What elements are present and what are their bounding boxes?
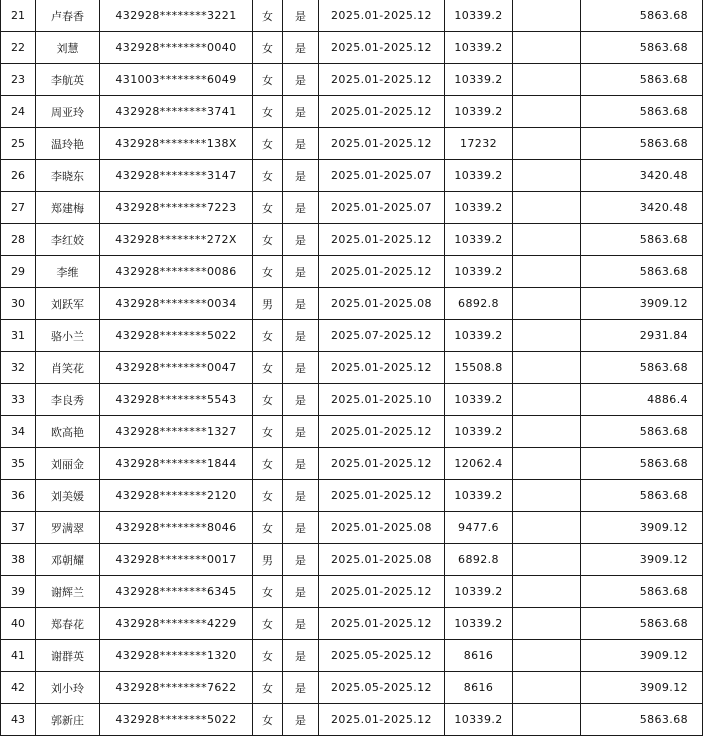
name-cell: 欧高艳 xyxy=(36,416,100,448)
name-cell: 刘小玲 xyxy=(36,672,100,704)
amount-cell: 4886.4 xyxy=(581,384,703,416)
row-number-cell: 22 xyxy=(1,32,36,64)
id-card-cell: 432928********4229 xyxy=(100,608,253,640)
name-cell: 肖笑花 xyxy=(36,352,100,384)
subsidy-cell: 10339.2 xyxy=(445,416,513,448)
name-cell: 李良秀 xyxy=(36,384,100,416)
row-number-cell: 24 xyxy=(1,96,36,128)
id-card-cell: 432928********0086 xyxy=(100,256,253,288)
subsidy-cell: 10339.2 xyxy=(445,384,513,416)
period-cell: 2025.01-2025.12 xyxy=(319,96,445,128)
subsidy-cell: 10339.2 xyxy=(445,224,513,256)
gender-cell: 女 xyxy=(253,608,283,640)
period-cell: 2025.01-2025.12 xyxy=(319,576,445,608)
blank-cell xyxy=(513,512,581,544)
period-cell: 2025.01-2025.10 xyxy=(319,384,445,416)
row-number-cell: 31 xyxy=(1,320,36,352)
name-cell: 骆小兰 xyxy=(36,320,100,352)
period-cell: 2025.05-2025.12 xyxy=(319,672,445,704)
subsidy-cell: 15508.8 xyxy=(445,352,513,384)
subsidy-cell: 10339.2 xyxy=(445,256,513,288)
flag-cell: 是 xyxy=(283,640,319,672)
name-cell: 郭新庄 xyxy=(36,704,100,736)
amount-cell: 3909.12 xyxy=(581,640,703,672)
flag-cell: 是 xyxy=(283,608,319,640)
period-cell: 2025.01-2025.12 xyxy=(319,128,445,160)
table-row xyxy=(1,672,703,704)
blank-cell xyxy=(513,672,581,704)
row-number-cell: 30 xyxy=(1,288,36,320)
gender-cell: 男 xyxy=(253,288,283,320)
name-cell: 郑建梅 xyxy=(36,192,100,224)
gender-cell: 女 xyxy=(253,672,283,704)
gender-cell: 女 xyxy=(253,480,283,512)
period-cell: 2025.01-2025.12 xyxy=(319,0,445,32)
id-card-cell: 432928********8046 xyxy=(100,512,253,544)
amount-cell: 2931.84 xyxy=(581,320,703,352)
subsidy-cell: 17232 xyxy=(445,128,513,160)
blank-cell xyxy=(513,544,581,576)
amount-cell: 5863.68 xyxy=(581,704,703,736)
gender-cell: 女 xyxy=(253,0,283,32)
gender-cell: 女 xyxy=(253,128,283,160)
flag-cell: 是 xyxy=(283,0,319,32)
row-number-cell: 34 xyxy=(1,416,36,448)
gender-cell: 女 xyxy=(253,448,283,480)
gender-cell: 女 xyxy=(253,320,283,352)
flag-cell: 是 xyxy=(283,288,319,320)
table-row xyxy=(1,576,703,608)
id-card-cell: 432928********7622 xyxy=(100,672,253,704)
id-card-cell: 432928********3221 xyxy=(100,0,253,32)
id-card-cell: 432928********5022 xyxy=(100,704,253,736)
row-number-cell: 21 xyxy=(1,0,36,32)
blank-cell xyxy=(513,448,581,480)
name-cell: 邓朝耀 xyxy=(36,544,100,576)
period-cell: 2025.01-2025.12 xyxy=(319,224,445,256)
amount-cell: 3420.48 xyxy=(581,160,703,192)
table-row xyxy=(1,352,703,384)
subsidy-cell: 10339.2 xyxy=(445,480,513,512)
blank-cell xyxy=(513,480,581,512)
flag-cell: 是 xyxy=(283,448,319,480)
gender-cell: 女 xyxy=(253,96,283,128)
row-number-cell: 28 xyxy=(1,224,36,256)
table-row xyxy=(1,224,703,256)
flag-cell: 是 xyxy=(283,576,319,608)
amount-cell: 5863.68 xyxy=(581,32,703,64)
period-cell: 2025.05-2025.12 xyxy=(319,640,445,672)
amount-cell: 5863.68 xyxy=(581,64,703,96)
table-row xyxy=(1,256,703,288)
id-card-cell: 432928********0040 xyxy=(100,32,253,64)
subsidy-cell: 10339.2 xyxy=(445,96,513,128)
id-card-cell: 432928********1320 xyxy=(100,640,253,672)
blank-cell xyxy=(513,416,581,448)
amount-cell: 5863.68 xyxy=(581,128,703,160)
name-cell: 刘丽金 xyxy=(36,448,100,480)
gender-cell: 女 xyxy=(253,384,283,416)
subsidy-cell: 10339.2 xyxy=(445,192,513,224)
flag-cell: 是 xyxy=(283,480,319,512)
blank-cell xyxy=(513,288,581,320)
subsidy-cell: 6892.8 xyxy=(445,544,513,576)
flag-cell: 是 xyxy=(283,160,319,192)
row-number-cell: 35 xyxy=(1,448,36,480)
gender-cell: 男 xyxy=(253,544,283,576)
row-number-cell: 26 xyxy=(1,160,36,192)
table-row xyxy=(1,608,703,640)
id-card-cell: 432928********5543 xyxy=(100,384,253,416)
subsidy-cell: 10339.2 xyxy=(445,64,513,96)
flag-cell: 是 xyxy=(283,32,319,64)
name-cell: 李晓东 xyxy=(36,160,100,192)
blank-cell xyxy=(513,320,581,352)
row-number-cell: 29 xyxy=(1,256,36,288)
row-number-cell: 38 xyxy=(1,544,36,576)
table-row xyxy=(1,64,703,96)
subsidy-cell: 10339.2 xyxy=(445,576,513,608)
amount-cell: 5863.68 xyxy=(581,608,703,640)
subsidy-cell: 8616 xyxy=(445,672,513,704)
subsidy-cell: 6892.8 xyxy=(445,288,513,320)
id-card-cell: 432928********272X xyxy=(100,224,253,256)
table-row xyxy=(1,640,703,672)
amount-cell: 3909.12 xyxy=(581,672,703,704)
name-cell: 刘慧 xyxy=(36,32,100,64)
blank-cell xyxy=(513,192,581,224)
id-card-cell: 432928********0047 xyxy=(100,352,253,384)
id-card-cell: 431003********6049 xyxy=(100,64,253,96)
flag-cell: 是 xyxy=(283,384,319,416)
id-card-cell: 432928********7223 xyxy=(100,192,253,224)
gender-cell: 女 xyxy=(253,640,283,672)
gender-cell: 女 xyxy=(253,160,283,192)
blank-cell xyxy=(513,704,581,736)
amount-cell: 5863.68 xyxy=(581,480,703,512)
row-number-cell: 41 xyxy=(1,640,36,672)
gender-cell: 女 xyxy=(253,256,283,288)
id-card-cell: 432928********1327 xyxy=(100,416,253,448)
blank-cell xyxy=(513,352,581,384)
flag-cell: 是 xyxy=(283,224,319,256)
table-row xyxy=(1,384,703,416)
row-number-cell: 39 xyxy=(1,576,36,608)
row-number-cell: 42 xyxy=(1,672,36,704)
period-cell: 2025.01-2025.12 xyxy=(319,64,445,96)
period-cell: 2025.01-2025.12 xyxy=(319,352,445,384)
name-cell: 李维 xyxy=(36,256,100,288)
amount-cell: 3909.12 xyxy=(581,512,703,544)
subsidy-cell: 10339.2 xyxy=(445,0,513,32)
table-row xyxy=(1,160,703,192)
period-cell: 2025.01-2025.12 xyxy=(319,608,445,640)
table-row xyxy=(1,480,703,512)
row-number-cell: 25 xyxy=(1,128,36,160)
table-row xyxy=(1,288,703,320)
gender-cell: 女 xyxy=(253,416,283,448)
flag-cell: 是 xyxy=(283,64,319,96)
row-number-cell: 40 xyxy=(1,608,36,640)
blank-cell xyxy=(513,608,581,640)
row-number-cell: 43 xyxy=(1,704,36,736)
blank-cell xyxy=(513,128,581,160)
subsidy-cell: 8616 xyxy=(445,640,513,672)
id-card-cell: 432928********1844 xyxy=(100,448,253,480)
flag-cell: 是 xyxy=(283,256,319,288)
subsidy-cell: 12062.4 xyxy=(445,448,513,480)
gender-cell: 女 xyxy=(253,352,283,384)
table-row xyxy=(1,416,703,448)
period-cell: 2025.01-2025.12 xyxy=(319,704,445,736)
id-card-cell: 432928********138X xyxy=(100,128,253,160)
blank-cell xyxy=(513,0,581,32)
gender-cell: 女 xyxy=(253,512,283,544)
flag-cell: 是 xyxy=(283,416,319,448)
gender-cell: 女 xyxy=(253,576,283,608)
subsidy-cell: 10339.2 xyxy=(445,320,513,352)
blank-cell xyxy=(513,32,581,64)
row-number-cell: 36 xyxy=(1,480,36,512)
table-row xyxy=(1,32,703,64)
flag-cell: 是 xyxy=(283,704,319,736)
flag-cell: 是 xyxy=(283,544,319,576)
period-cell: 2025.01-2025.12 xyxy=(319,448,445,480)
flag-cell: 是 xyxy=(283,128,319,160)
amount-cell: 3909.12 xyxy=(581,544,703,576)
table-row xyxy=(1,128,703,160)
table-row xyxy=(1,544,703,576)
table-row xyxy=(1,512,703,544)
blank-cell xyxy=(513,256,581,288)
name-cell: 谢辉兰 xyxy=(36,576,100,608)
period-cell: 2025.01-2025.12 xyxy=(319,32,445,64)
name-cell: 刘跃军 xyxy=(36,288,100,320)
flag-cell: 是 xyxy=(283,512,319,544)
period-cell: 2025.01-2025.08 xyxy=(319,288,445,320)
flag-cell: 是 xyxy=(283,672,319,704)
name-cell: 谢群英 xyxy=(36,640,100,672)
name-cell: 温玲艳 xyxy=(36,128,100,160)
gender-cell: 女 xyxy=(253,704,283,736)
amount-cell: 5863.68 xyxy=(581,352,703,384)
table-row xyxy=(1,704,703,736)
subsidy-cell: 9477.6 xyxy=(445,512,513,544)
flag-cell: 是 xyxy=(283,96,319,128)
id-card-cell: 432928********0034 xyxy=(100,288,253,320)
gender-cell: 女 xyxy=(253,192,283,224)
amount-cell: 5863.68 xyxy=(581,256,703,288)
amount-cell: 3420.48 xyxy=(581,192,703,224)
amount-cell: 5863.68 xyxy=(581,448,703,480)
gender-cell: 女 xyxy=(253,64,283,96)
period-cell: 2025.01-2025.12 xyxy=(319,480,445,512)
blank-cell xyxy=(513,160,581,192)
subsidy-cell: 10339.2 xyxy=(445,704,513,736)
blank-cell xyxy=(513,224,581,256)
period-cell: 2025.01-2025.12 xyxy=(319,256,445,288)
gender-cell: 女 xyxy=(253,224,283,256)
flag-cell: 是 xyxy=(283,320,319,352)
id-card-cell: 432928********2120 xyxy=(100,480,253,512)
id-card-cell: 432928********6345 xyxy=(100,576,253,608)
row-number-cell: 32 xyxy=(1,352,36,384)
period-cell: 2025.07-2025.12 xyxy=(319,320,445,352)
table-row xyxy=(1,448,703,480)
row-number-cell: 37 xyxy=(1,512,36,544)
blank-cell xyxy=(513,96,581,128)
row-number-cell: 23 xyxy=(1,64,36,96)
name-cell: 罗满翠 xyxy=(36,512,100,544)
amount-cell: 3909.12 xyxy=(581,288,703,320)
id-card-cell: 432928********5022 xyxy=(100,320,253,352)
amount-cell: 5863.68 xyxy=(581,416,703,448)
blank-cell xyxy=(513,640,581,672)
name-cell: 郑春花 xyxy=(36,608,100,640)
blank-cell xyxy=(513,64,581,96)
blank-cell xyxy=(513,576,581,608)
row-number-cell: 33 xyxy=(1,384,36,416)
id-card-cell: 432928********0017 xyxy=(100,544,253,576)
subsidy-cell: 10339.2 xyxy=(445,160,513,192)
period-cell: 2025.01-2025.08 xyxy=(319,512,445,544)
period-cell: 2025.01-2025.08 xyxy=(319,544,445,576)
period-cell: 2025.01-2025.12 xyxy=(319,416,445,448)
name-cell: 李红姣 xyxy=(36,224,100,256)
name-cell: 卢春香 xyxy=(36,0,100,32)
name-cell: 刘美媛 xyxy=(36,480,100,512)
amount-cell: 5863.68 xyxy=(581,576,703,608)
gender-cell: 女 xyxy=(253,32,283,64)
amount-cell: 5863.68 xyxy=(581,224,703,256)
table-row xyxy=(1,192,703,224)
period-cell: 2025.01-2025.07 xyxy=(319,160,445,192)
id-card-cell: 432928********3741 xyxy=(100,96,253,128)
table-row xyxy=(1,0,703,32)
subsidy-cell: 10339.2 xyxy=(445,608,513,640)
amount-cell: 5863.68 xyxy=(581,96,703,128)
name-cell: 周亚玲 xyxy=(36,96,100,128)
table-body xyxy=(1,0,703,736)
table-row xyxy=(1,96,703,128)
period-cell: 2025.01-2025.07 xyxy=(319,192,445,224)
amount-cell: 5863.68 xyxy=(581,0,703,32)
name-cell: 李航英 xyxy=(36,64,100,96)
blank-cell xyxy=(513,384,581,416)
table-row xyxy=(1,320,703,352)
subsidy-cell: 10339.2 xyxy=(445,32,513,64)
flag-cell: 是 xyxy=(283,352,319,384)
id-card-cell: 432928********3147 xyxy=(100,160,253,192)
flag-cell: 是 xyxy=(283,192,319,224)
row-number-cell: 27 xyxy=(1,192,36,224)
